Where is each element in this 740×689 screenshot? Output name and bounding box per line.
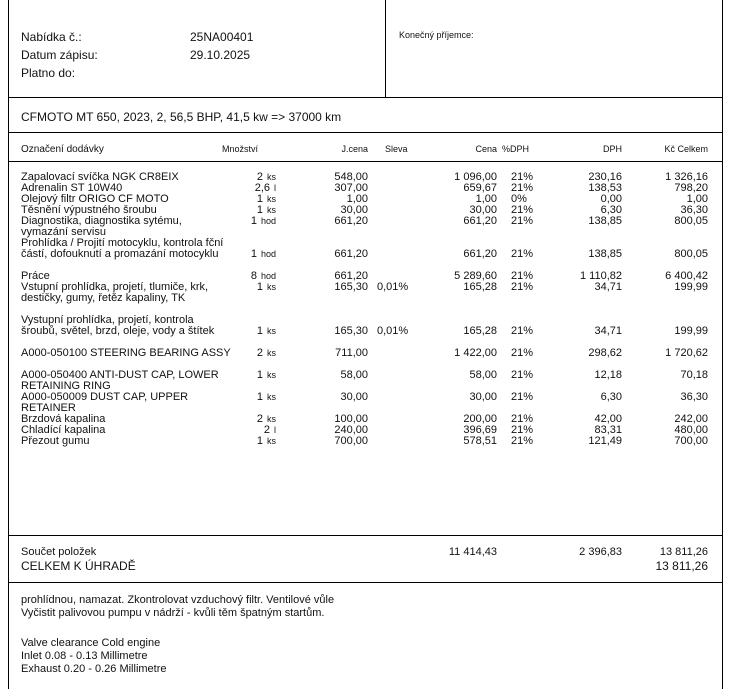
- item-name: Diagnostika, diagnostika sytému, vymazání servisu: [21, 215, 182, 238]
- item-quantity: [212, 326, 276, 337]
- item-qty-value: 2: [256, 171, 263, 183]
- item-unit-price: 58,00: [340, 369, 368, 381]
- item-vat-pct: 21%: [511, 413, 534, 425]
- table-row: [0, 282, 740, 315]
- item-vat: 0,00: [600, 193, 622, 205]
- item-vat: 298,62: [588, 347, 622, 359]
- item-total: 1 720,62: [665, 347, 708, 359]
- table-row: [0, 216, 740, 238]
- item-price: 578,51: [463, 435, 497, 447]
- item-unit-price: 548,00: [334, 171, 368, 183]
- item-vat: 138,53: [588, 182, 622, 194]
- item-price: 659,67: [463, 182, 497, 194]
- item-quantity: [212, 425, 276, 436]
- note-line: prohlídnou, namazat. Zkontrolovat vzduchový filtr. Ventilové vůle: [21, 594, 335, 606]
- col-vat-pct-header: %DPH: [502, 144, 530, 154]
- item-vat: 1 110,82: [579, 270, 622, 282]
- item-vat-pct: 21%: [511, 369, 534, 381]
- item-price: 30,00: [469, 204, 497, 216]
- item-quantity: [212, 436, 276, 447]
- table-row: [0, 315, 740, 348]
- col-price-header: Cena: [475, 144, 497, 154]
- item-name: Brzdová kapalina: [21, 413, 106, 425]
- item-price: 200,00: [463, 413, 497, 425]
- item-total: 800,05: [674, 248, 708, 260]
- item-qty-value: 2: [256, 413, 263, 425]
- note-line: Inlet 0.08 - 0.13 Millimetre: [21, 650, 148, 662]
- item-unit-price: 661,20: [334, 215, 368, 227]
- item-vat: 6,30: [600, 391, 622, 403]
- item-total: 6 400,42: [665, 270, 708, 282]
- item-vat: 34,71: [594, 325, 622, 337]
- item-discount: 0,01%: [377, 325, 409, 337]
- table-row: [0, 436, 740, 447]
- item-qty-value: 2: [263, 424, 270, 436]
- offer-number-label: Nabídka č.:: [21, 30, 82, 44]
- item-total: 36,30: [680, 204, 708, 216]
- item-unit-price: 661,20: [334, 248, 368, 260]
- table-row: [0, 414, 740, 425]
- item-total: 199,99: [674, 281, 708, 293]
- item-unit-price: 240,00: [334, 424, 368, 436]
- item-qty-unit: hod: [260, 216, 276, 226]
- item-unit-price: 1,00: [346, 193, 368, 205]
- item-quantity: [212, 205, 276, 216]
- rule-under-column-headers: [8, 161, 723, 162]
- item-qty-unit: ks: [267, 326, 276, 336]
- item-vat: 121,49: [588, 435, 622, 447]
- offer-number-value: 25NA00401: [190, 30, 254, 44]
- item-name: Olejový filtr ORIGO CF MOTO: [21, 193, 169, 205]
- item-vat: 42,00: [594, 413, 622, 425]
- item-qty-value: 1: [256, 281, 263, 293]
- item-qty-unit: hod: [260, 249, 276, 259]
- offer-date-value: 29.10.2025: [190, 48, 251, 62]
- items-sum-price: 11 414,43: [448, 546, 497, 558]
- col-name-header: Označení dodávky: [21, 144, 104, 155]
- table-row: [0, 425, 740, 436]
- rule-under-header: [8, 97, 723, 98]
- total-due-label: CELKEM K ÚHRADĚ: [21, 559, 136, 573]
- note-line: Valve clearance Cold engine: [21, 637, 161, 649]
- item-qty-unit: ks: [267, 414, 276, 424]
- item-qty-value: 1: [256, 193, 263, 205]
- item-price: 661,20: [463, 215, 497, 227]
- item-qty-value: 8: [250, 270, 257, 282]
- item-qty-value: 1: [256, 204, 263, 216]
- item-vat-pct: 21%: [511, 248, 534, 260]
- item-name: Vstupní prohlídka, projetí, tlumiče, krk, destičky, gumy, řetěz kapaliny, TK: [21, 281, 209, 304]
- item-total: 1,00: [686, 193, 708, 205]
- item-quantity: [212, 348, 276, 359]
- table-row: [0, 348, 740, 370]
- item-price: 1 422,00: [454, 347, 497, 359]
- item-price: 1 096,00: [454, 171, 497, 183]
- item-discount: 0,01%: [377, 281, 409, 293]
- item-unit-price: 165,30: [334, 281, 368, 293]
- note-line: Exhaust 0.20 - 0.26 Millimetre: [21, 663, 167, 675]
- item-quantity: [212, 282, 276, 293]
- item-qty-unit: ks: [267, 348, 276, 358]
- items-sum-vat: 2 396,83: [579, 546, 622, 558]
- item-total: 1 326,16: [665, 171, 708, 183]
- header-divider: [385, 0, 386, 97]
- item-qty-value: 2: [256, 347, 263, 359]
- item-price: 5 289,60: [454, 270, 497, 282]
- item-qty-value: 1: [256, 325, 263, 337]
- offer-date-label: Datum zápisu:: [21, 48, 98, 62]
- item-name: Vystupní prohlídka, projetí, kontrola šroubů, světel, brzd, oleje, vody a štítek: [21, 314, 215, 337]
- item-qty-unit: ks: [267, 282, 276, 292]
- rule-under-vehicle: [8, 132, 723, 133]
- item-unit-price: 30,00: [340, 204, 368, 216]
- item-vat-pct: 21%: [511, 325, 534, 337]
- rule-above-summary: [8, 535, 723, 536]
- item-qty-unit: l: [274, 425, 276, 435]
- table-row: [0, 238, 740, 271]
- item-vat-pct: 21%: [511, 391, 534, 403]
- note-line: Vyčistit palivovou pumpu v nádrží - kvůli těm špatným startům.: [21, 607, 325, 619]
- items-sum-label: Součet položek: [21, 546, 97, 558]
- col-discount-header: Sleva: [385, 144, 408, 154]
- vehicle-description: CFMOTO MT 650, 2023, 2, 56,5 BHP, 41,5 kw => 37000 km: [21, 110, 342, 124]
- item-price: 165,28: [463, 325, 497, 337]
- item-name: A000-050100 STEERING BEARING ASSY: [21, 347, 231, 359]
- recipient-label: Konečný příjemce:: [399, 30, 474, 40]
- item-qty-value: 1: [256, 369, 263, 381]
- item-vat-pct: 21%: [511, 204, 534, 216]
- item-quantity: [212, 271, 276, 282]
- item-vat: 34,71: [594, 281, 622, 293]
- col-unit-price-header: J.cena: [341, 144, 368, 154]
- item-name: Chladící kapalina: [21, 424, 106, 436]
- item-name: Přezout gumu: [21, 435, 90, 447]
- item-quantity: [212, 392, 276, 403]
- item-quantity: [212, 194, 276, 205]
- item-name: Práce: [21, 270, 50, 282]
- item-name: A000-050009 DUST CAP, UPPER RETAINER: [21, 391, 189, 414]
- item-qty-value: 1: [250, 248, 257, 260]
- item-vat: 83,31: [594, 424, 622, 436]
- item-unit-price: 307,00: [334, 182, 368, 194]
- total-due-value: 13 811,26: [655, 559, 708, 573]
- item-price: 661,20: [463, 248, 497, 260]
- item-name: Adrenalin ST 10W40: [21, 182, 123, 194]
- item-vat-pct: 0%: [511, 193, 527, 205]
- item-total: 242,00: [674, 413, 708, 425]
- table-row: [0, 370, 740, 392]
- item-vat-pct: 21%: [511, 347, 534, 359]
- items-sum-total: 13 811,26: [659, 546, 708, 558]
- item-name: A000-050400 ANTI-DUST CAP, LOWER RETAINING RING: [21, 369, 219, 392]
- item-qty-unit: ks: [267, 205, 276, 215]
- item-vat: 12,18: [594, 369, 622, 381]
- item-total: 800,05: [674, 215, 708, 227]
- item-vat: 138,85: [588, 215, 622, 227]
- item-qty-unit: ks: [267, 436, 276, 446]
- item-unit-price: 100,00: [334, 413, 368, 425]
- item-total: 480,00: [674, 424, 708, 436]
- offer-valid-label: Platno do:: [21, 66, 76, 80]
- item-price: 30,00: [469, 391, 497, 403]
- item-quantity: [212, 183, 276, 194]
- item-price: 165,28: [463, 281, 497, 293]
- item-qty-unit: ks: [267, 392, 276, 402]
- item-quantity: [212, 370, 276, 381]
- item-price: 396,69: [463, 424, 497, 436]
- items-table: [0, 172, 740, 447]
- item-quantity: [212, 249, 276, 260]
- item-total: 36,30: [680, 391, 708, 403]
- item-vat-pct: 21%: [511, 281, 534, 293]
- item-qty-value: 1: [256, 391, 263, 403]
- item-vat-pct: 21%: [511, 182, 534, 194]
- item-vat-pct: 21%: [511, 215, 534, 227]
- item-qty-unit: ks: [267, 172, 276, 182]
- item-total: 199,99: [674, 325, 708, 337]
- item-qty-unit: l: [274, 183, 276, 193]
- item-quantity: [212, 216, 276, 227]
- item-name: Těsnění výpustného šroubu: [21, 204, 157, 216]
- item-qty-value: 2,6: [254, 182, 270, 194]
- item-name: Zapalovací svíčka NGK CR8EIX: [21, 171, 179, 183]
- col-qty-header: Množství: [222, 144, 259, 154]
- item-qty-unit: ks: [267, 194, 276, 204]
- col-total-header: Kč Celkem: [664, 144, 708, 154]
- item-total: 700,00: [674, 435, 708, 447]
- item-vat-pct: 21%: [511, 171, 534, 183]
- item-price: 1,00: [475, 193, 497, 205]
- item-unit-price: 700,00: [334, 435, 368, 447]
- item-vat: 138,85: [588, 248, 622, 260]
- item-qty-unit: hod: [260, 271, 276, 281]
- item-qty-unit: ks: [267, 370, 276, 380]
- item-unit-price: 165,30: [334, 325, 368, 337]
- item-unit-price: 30,00: [340, 391, 368, 403]
- item-vat: 6,30: [600, 204, 622, 216]
- table-row: [0, 392, 740, 414]
- rule-under-summary: [8, 582, 723, 583]
- item-vat-pct: 21%: [511, 435, 534, 447]
- col-vat-header: DPH: [602, 144, 622, 154]
- item-qty-value: 1: [250, 215, 257, 227]
- item-unit-price: 711,00: [335, 347, 368, 359]
- item-name: Prohlídka / Projití motocyklu, kontrola fční částí, dofouknutí a promazání motocyklu: [21, 237, 224, 260]
- item-vat: 230,16: [588, 171, 622, 183]
- item-vat-pct: 21%: [511, 424, 534, 436]
- item-price: 58,00: [469, 369, 497, 381]
- item-unit-price: 661,20: [334, 270, 368, 282]
- item-total: 70,18: [680, 369, 708, 381]
- item-vat-pct: 21%: [511, 270, 534, 282]
- item-total: 798,20: [674, 182, 708, 194]
- item-qty-value: 1: [256, 435, 263, 447]
